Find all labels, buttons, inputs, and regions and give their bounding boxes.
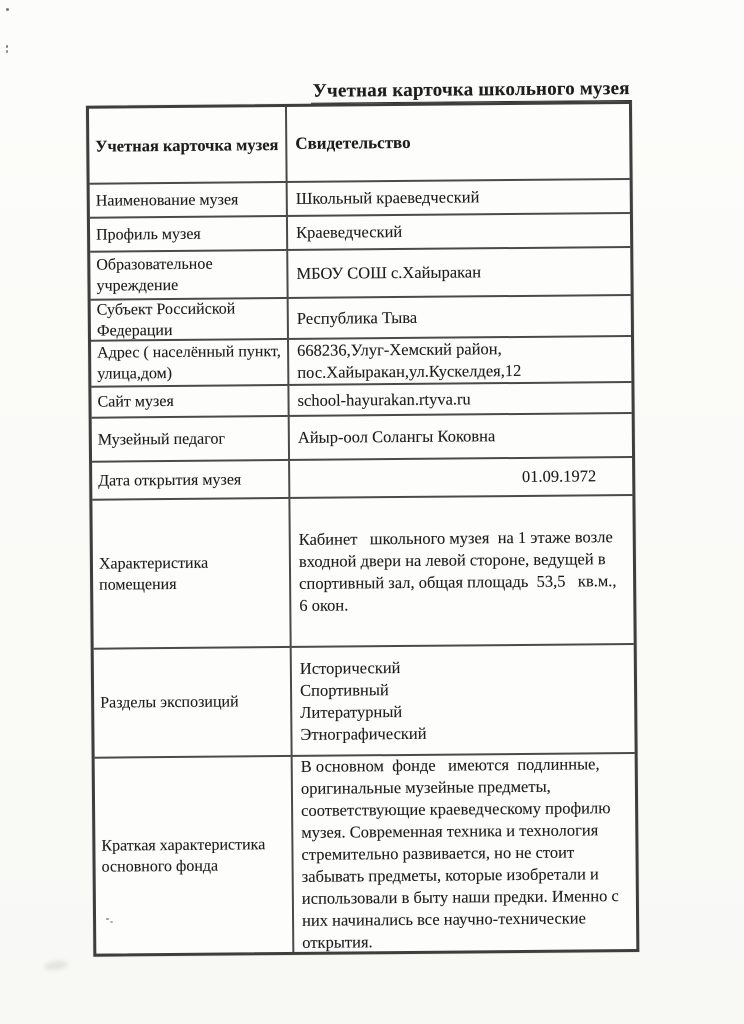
scan-speck	[106, 918, 109, 920]
field-value: Кабинет школьного музея на 1 этаже возле входной двери на левой стороне, ведущей в спортивный зал, общая площадь 53,5 кв.м., 6 окон.	[298, 526, 617, 615]
museum-card-table	[86, 101, 639, 957]
field-value: МБОУ СОШ с.Хайыракан	[296, 262, 482, 283]
field-label: Субъект Российской Федерации	[91, 299, 289, 340]
scan-speck	[6, 8, 9, 11]
row-opening-date	[92, 456, 632, 499]
row-card-header	[89, 104, 630, 183]
field-label: Сайт музея	[91, 386, 289, 417]
row-main-fund-description	[95, 752, 637, 954]
field-value: Краеведческий	[295, 221, 403, 242]
row-educational-institution	[90, 246, 630, 299]
row-museum-profile	[90, 212, 630, 251]
row-museum-name	[90, 178, 630, 217]
field-value: 668236,Улуг-Хемский район, пос.Хайыракан,ул.Кускелдея,12	[297, 339, 522, 382]
field-value: Республика Тыва	[296, 307, 418, 328]
field-label: Характеристика помещения	[92, 499, 291, 648]
field-label: Музейный педагог	[92, 417, 290, 461]
row-museum-teacher	[92, 412, 632, 461]
page-title: Учетная карточка школьного музея	[311, 78, 632, 105]
field-value: Айыр-оол Солангы Коковна	[297, 426, 496, 447]
field-value: Исторический Спортивный Литературный Этнографический	[299, 657, 427, 744]
field-label: Наименование музея	[90, 183, 288, 217]
row-exposition-sections	[94, 643, 635, 757]
row-premises-description	[92, 494, 633, 648]
card-header-value: Свидетельство	[295, 132, 411, 153]
row-address	[91, 335, 631, 386]
scan-speck	[6, 45, 8, 48]
field-label: Разделы экспозиций	[94, 648, 293, 757]
row-federal-subject	[91, 294, 631, 340]
card-header-label: Учетная карточка музея	[89, 107, 288, 183]
field-label: Дата открытия музея	[92, 461, 290, 499]
row-website	[91, 381, 631, 417]
field-label: Адрес ( населённый пункт, улица,дом)	[91, 340, 289, 386]
field-label: Профиль музея	[90, 217, 288, 251]
field-value: school-hayurakan.rtyva.ru	[297, 388, 471, 410]
field-value: Школьный краеведческий	[295, 187, 480, 208]
field-label: Образовательное учреждение	[90, 251, 288, 299]
field-value: 01.09.1972	[521, 466, 597, 486]
field-value: В основном фонде имеются подлинные, оригинальные музейные предметы, соответствующие краеведческому профилю музея. Современная техника и технология стремительно развивается, но не стоит забывать предметы, которые изобретали и использовали в быту наши предки. Именно с них начинались все научно-технические открытия.	[300, 753, 619, 952]
field-label: Краткая характеристика основного фонда	[95, 757, 295, 954]
